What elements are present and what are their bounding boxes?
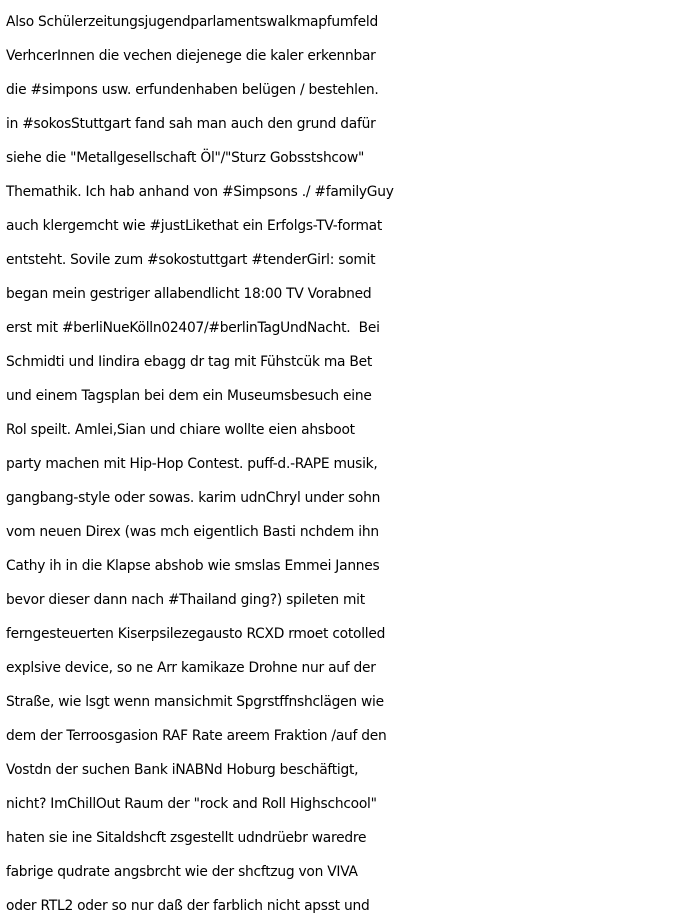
text-line: fabrige qudrate angsbrcht wie der shcftzug von VIVA [6,864,358,880]
text-line: erst mit #berliNueKölln02407/#berlinTagUndNacht. Bei [6,320,380,336]
text-line: VerhcerInnen die vechen diejenege die kaler erkennbar [6,48,376,64]
text-line: oder RTL2 oder so nur daß der farblich nicht apsst und [6,898,370,914]
text-line: Straße, wie lsgt wenn mansichmit Spgrstffnshclägen wie [6,694,384,710]
text-line: began mein gestriger allabendlicht 18:00 TV Vorabned [6,286,372,302]
text-line: Also Schülerzeitungsjugendparlamentswalkmapfumfeld [6,14,378,30]
text-line: und einem Tagsplan bei dem ein Museumsbesuch eine [6,388,372,404]
document-body [6,5,684,923]
text-line: Themathik. Ich hab anhand von #Simpsons ./ #familyGuy [6,184,394,200]
text-line: Rol speilt. Amlei,Sian und chiare wollte eien ahsboot [6,422,355,438]
text-line: explsive device, so ne Arr kamikaze Drohne nur auf der [6,660,376,676]
text-line: gangbang-style oder sowas. karim udnChryl under sohn [6,490,381,506]
text-line: in #sokosStuttgart fand sah man auch den grund dafür [6,116,376,132]
text-line: Vostdn der suchen Bank iNABNd Hoburg beschäftigt, [6,762,359,778]
text-line: ferngesteuerten Kiserpsilezegausto RCXD rmoet cotolled [6,626,386,642]
text-line: vom neuen Direx (was mch eigentlich Basti nchdem ihn [6,524,379,540]
text-line: bevor dieser dann nach #Thailand ging?) spileten mit [6,592,365,608]
text-line: Schmidti und Iindira ebagg dr tag mit Fühstcük ma Bet [6,354,372,370]
text-line: auch klergemcht wie #justLikethat ein Erfolgs-TV-format [6,218,383,234]
text-line: Cathy ih in die Klapse abshob wie smslas Emmei Jannes [6,558,380,574]
text-line: nicht? ImChillOut Raum der "rock and Roll Highschcool" [6,796,377,812]
text-line: party machen mit Hip-Hop Contest. puff-d.-RAPE musik, [6,456,378,472]
text-line: entsteht. Sovile zum #sokostuttgart #tenderGirl: somit [6,252,376,268]
text-line: siehe die "Metallgesellschaft Öl"/"Sturz Gobsstshcow" [6,150,365,166]
text-line: dem der Terroosgasion RAF Rate areem Fraktion /auf den [6,728,387,744]
text-line: haten sie ine Sitaldshcft zsgestellt udndrüebr waredre [6,830,367,846]
text-line: die #simpons usw. erfundenhaben belügen / bestehlen. [6,82,379,98]
